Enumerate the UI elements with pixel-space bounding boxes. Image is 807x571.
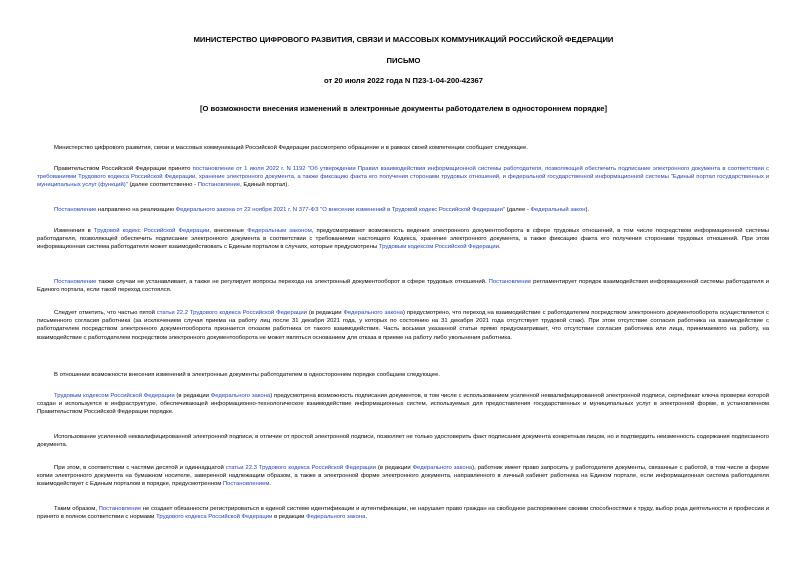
link-postanovlenie[interactable]: Постановление [54,279,97,285]
link-labor-code[interactable]: Трудового кодекса Российской Федерации [156,514,273,521]
paragraph-9 [37,433,769,449]
paragraph-11 [37,505,769,521]
link-labor-code[interactable]: Трудовой кодекс Российской Федерации [93,228,210,234]
paragraph-text: не создает обязанности регистрироваться в единой системе идентификации и аутентификации, не нарушает право граждан на свободное распоряжение своими способностями к труду, выбор рода деятельности и профессии и принято в полном соответствии с нормами [37,506,769,521]
paragraph-4 [37,227,769,252]
paragraph-text: . [499,244,501,251]
paragraph-text: Использование усиленной неквалифицированной электронной подписи, в отличие от простой электронной подписи, позволяет не только удостоверить факт подписания документа конкретным лицом, но и подтвердить неизменность содержания подписанного документа. [37,434,769,449]
link-postanovlenie[interactable]: Постановлением [222,481,270,488]
document-subject: [О возможности внесения изменений в электронные документы работодателем в одностороннем порядке] [199,104,608,113]
paragraph-text: Министерство цифрового развития, связи и массовых коммуникаций Российской Федерации рассмотрело обращение и в рамках своей компетенции сообщает следующее. [54,145,528,151]
link-federal-law[interactable]: Федеральным законом [247,228,312,234]
paragraph-text: в редакции [272,514,307,521]
paragraph-2 [37,165,769,190]
paragraph-text: . [269,481,272,488]
paragraph-text: (далее соответственно - [127,182,198,189]
paragraph-text: регламентирует порядок взаимодействия информационной системы работодателя и Единого портала, если такой переход состоялся. [37,279,770,294]
paragraph-text: также случаи не устанавливает, а также не регулирует вопросы перехода на электронный документооборот в сфере трудовых отношений. [96,279,489,285]
link-federal-law[interactable]: Федерального закона [343,310,403,316]
link-labor-code[interactable]: Трудовым кодексом Российской Федерации [378,244,500,251]
link-federal-law[interactable]: Федерального закона [306,514,366,521]
link-federal-law[interactable]: Федерального закона [210,393,271,399]
link-postanovlenie[interactable]: Постановление [98,506,142,512]
link-federal-law[interactable]: Федерального закона [412,465,473,471]
link-labor-code[interactable]: Трудовым кодексом Российской Федерации [54,393,175,399]
link-postanovlenie[interactable]: Постановление [197,182,241,189]
paragraph-text: ) предусмотрена возможность подписания документов, в том числе с использованием усиленной неквалифицированной электронной подписи, сертификат ключа проверки которой создан и используется в инфраструктуре, обеспечивающей информационно-технологическое взаимодействие информационных систем, используемых для предоставления государственных и муниципальных услуг в электронной форме, в установленном Правительством Российской Федерации порядке. [37,393,769,416]
document-date-number: от 20 июля 2022 года N П23-1-04-200-42367 [324,76,483,85]
paragraph-text: (в редакции [376,465,413,471]
paragraph-5 [37,278,769,294]
paragraph-text: , внесенные [209,228,248,234]
paragraph-text: Правительством Российской Федерации принято [54,166,193,172]
paragraph-text: В отношении возможности внесения изменений в электронные документы работодателем в одностороннем порядке сообщаем следующее. [54,372,441,378]
paragraph-text: направлено на реализацию [96,207,176,213]
paragraph-text: ), работник имеет право запросить у работодателя документы, связанные с работой, в том числе в форме копии электронного документа на бумажном носителе, заверенной надлежащим образом, а также в электронной форме электронного документа, направленного в личный кабинет работника на Едином портале, если информационная система работодателя взаимодействует с Единым порталом в порядке, предусмотренном [37,465,770,488]
link-postanovlenie[interactable]: Постановление [488,279,532,285]
paragraph-text: ) предусмотрено, что переход на взаимодействие с работодателем посредством электронного документооборота осуществляется с письменного согласия работника (за исключением случая приема на работу лиц после 31 декабря 2021 года, у которых по состоянию на 31 декабря 2021 года отсутствует трудовой стаж). При этом отсутствие согласия работника на взаимодействие с работодателем посредством электронного документооборота признается отказом работника от такого взаимодействия. Часть восьмая указанной статьи прямо предусматривает, что отсутствие согласия работника или лица, принимаемого на работу, на взаимодействие с работодателем посредством электронного документооборота не может являться основанием для отказа в приеме на работу либо увольнения работника. [37,310,769,341]
paragraph-text: (в редакции [306,310,344,316]
paragraph-text: (в редакции [174,393,211,399]
paragraph-text: При этом, в соответствии с частями десятой и одиннадцатой [54,465,226,471]
paragraph-6 [37,309,769,342]
paragraph-3 [37,206,769,214]
link-postanovlenie-1192[interactable]: постановление от 1 июля 2022 г. N 1192 "Об утверждении Правил взаимодействия информационной системы работодателя, позволяющей обеспечить подписание электронного документа в соответствии с требованиями Трудового кодекса Российской Федерации, хранение электронного документа, а также фиксацию факта его получения сторонами трудовых отношений, и федеральной государственной информационной системы "Единый портал государственных и муниципальных услуг (функций)" [37,166,769,189]
link-article-22-3[interactable]: статьи 22.3 Трудового кодекса Российской Федерации [225,465,376,471]
paragraph-text: Таким образом, [54,506,99,512]
paragraph-text: Изменения в [54,228,94,234]
paragraph-7 [37,371,769,379]
document-type: ПИСЬМО [386,56,421,65]
paragraph-text: . [365,514,368,521]
ministry-title: МИНИСТЕРСТВО ЦИФРОВОГО РАЗВИТИЯ, СВЯЗИ И МАССОВЫХ КОММУНИКАЦИЙ РОССИЙСКОЙ ФЕДЕРАЦИИ [193,35,614,44]
paragraph-10 [37,464,769,489]
paragraph-8 [37,392,769,417]
link-postanovlenie[interactable]: Постановление [54,207,97,213]
paragraph-text: , Единый портал). [240,182,290,189]
paragraph-text: ). [585,207,590,213]
paragraph-text: Следует отметить, что частью пятой [54,310,157,316]
link-federal-law[interactable]: Федеральный закон [530,207,586,213]
paragraph-text: (далее - [504,207,531,213]
paragraph-1 [37,144,769,152]
paragraph-text: , предусматривают возможность ведения электронного документооборота в сфере трудовых отношений, в том числе посредством информационной системы работодателя, позволяющей обеспечить подписание электронного документа в соответствии с требованиями настоящего Кодекса, хранение электронного документа, а также фиксацию факта его получения сторонами трудовых отношений. При этом информационная система работодателя может взаимодействовать с Единым порталом в случаях, которые предусмотрены [37,228,769,251]
link-article-22-2[interactable]: статьи 22.2 Трудового кодекса Российской Федерации [156,310,307,316]
link-federal-law-377[interactable]: Федерального закона от 22 ноября 2021 г. N 377-ФЗ "О внесении изменений в Трудовой кодекс Российской Федерации" [175,207,505,213]
